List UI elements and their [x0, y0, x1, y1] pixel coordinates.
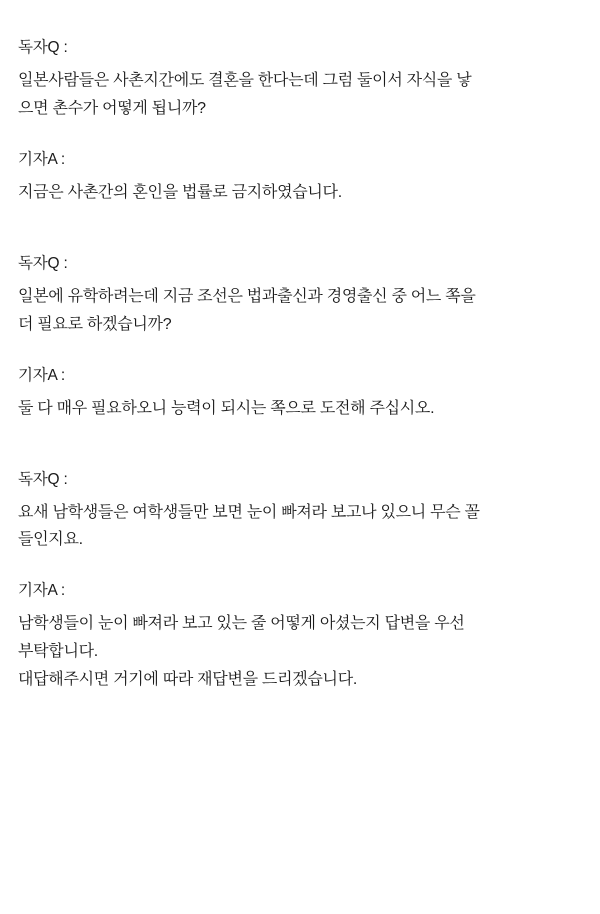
question-line: 으면 촌수가 어떻게 됩니까? — [18, 99, 206, 117]
question-speaker-label: 독자Q : — [18, 254, 68, 272]
question-speaker-label: 독자Q : — [18, 470, 68, 488]
qa-block — [18, 468, 582, 694]
answer-line: 부탁합니다. — [18, 643, 98, 661]
question-speaker-label: 독자Q : — [18, 39, 68, 56]
answer-line: 둘 다 매우 필요하오니 능력이 되시는 쪽으로 도전해 주십시오. — [18, 399, 435, 417]
answer-part — [18, 148, 582, 206]
answer-line: 지금은 사촌간의 혼인을 법률로 금지하였습니다. — [18, 183, 342, 201]
question-line: 더 필요로 하겠습니까? — [18, 315, 172, 333]
answer-part — [18, 364, 582, 422]
question-line: 들인지요. — [18, 531, 83, 549]
question-line: 일본사람들은 사촌지간에도 결혼을 한다는데 그럼 둘이서 자식을 낳 — [18, 72, 472, 90]
answer-part — [18, 579, 582, 693]
question-line: 요새 남학생들은 여학생들만 보면 눈이 빠져라 보고나 있으니 무슨 꼴 — [18, 503, 480, 521]
answer-speaker-label: 기자A : — [18, 150, 66, 168]
answer-speaker-label: 기자A : — [18, 582, 66, 600]
qa-block — [18, 252, 582, 422]
question-line: 일본에 유학하려는데 지금 조선은 법과출신과 경영출신 중 어느 쪽을 — [18, 287, 476, 305]
answer-speaker-label: 기자A : — [18, 366, 66, 384]
question-part — [18, 36, 582, 122]
qa-block — [18, 36, 582, 206]
question-part — [18, 468, 582, 554]
answer-line: 남학생들이 눈이 빠져라 보고 있는 줄 어떻게 아셨는지 답변을 우선 — [18, 615, 465, 633]
question-part — [18, 252, 582, 338]
answer-line: 대답해주시면 거기에 따라 재답변을 드리겠습니다. — [18, 671, 358, 689]
